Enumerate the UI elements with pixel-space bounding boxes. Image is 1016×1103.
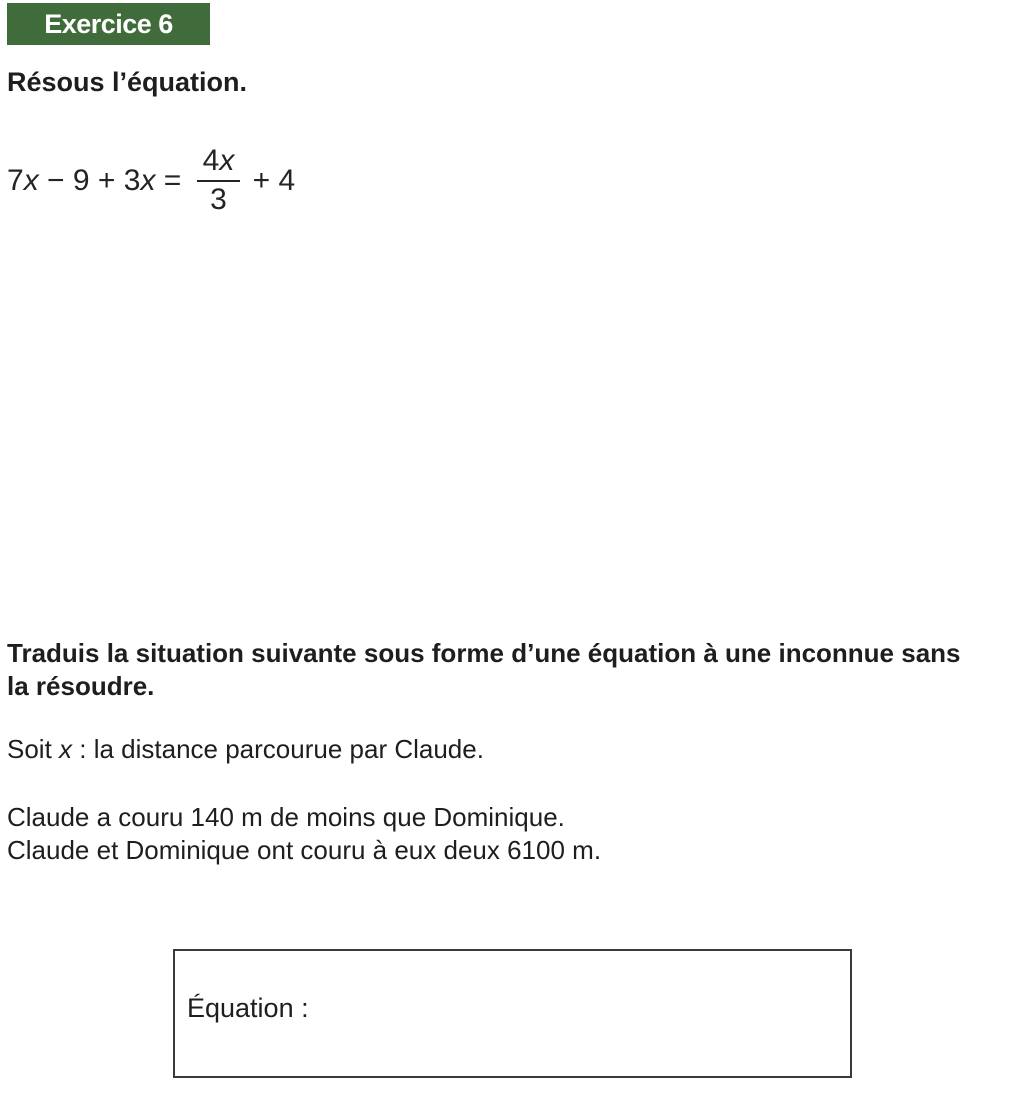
fraction-denominator: 3	[210, 182, 227, 216]
fraction-numerator	[197, 146, 241, 182]
translate-instruction-line2: la résoudre.	[7, 671, 155, 701]
problem-statements	[7, 801, 601, 867]
translate-instruction-heading	[7, 637, 961, 703]
equation-term: − 9 + 3	[38, 163, 141, 197]
exercise-badge	[7, 3, 210, 45]
problem-statement: Claude a couru 140 m de moins que Dominique.	[7, 802, 565, 832]
translate-instruction-line1: Traduis la situation suivante sous forme d’une équation à une inconnue sans	[7, 638, 961, 668]
variable-definition-suffix: : la distance parcourue par Claude.	[72, 734, 484, 764]
variable-definition	[7, 734, 484, 765]
solve-instruction-heading: Résous l’équation.	[7, 67, 248, 97]
equation-variable: x	[140, 163, 156, 197]
equation-variable: x	[23, 163, 39, 197]
equation-to-solve	[7, 146, 295, 215]
problem-statement: Claude et Dominique ont couru à eux deux 6100 m.	[7, 835, 602, 865]
exercise-badge-label: Exercice 6	[44, 8, 173, 39]
numerator-coefficient: 4	[202, 144, 220, 177]
equation-term: 7	[7, 163, 24, 197]
fraction	[197, 146, 241, 215]
equals-sign: =	[155, 163, 190, 197]
variable-definition-prefix: Soit	[7, 734, 60, 764]
equation-answer-label: Équation :	[187, 993, 309, 1023]
equation-answer-box[interactable]	[173, 949, 852, 1078]
variable-x: x	[59, 734, 73, 764]
equation-term: + 4	[244, 163, 296, 197]
numerator-variable: x	[219, 144, 235, 177]
